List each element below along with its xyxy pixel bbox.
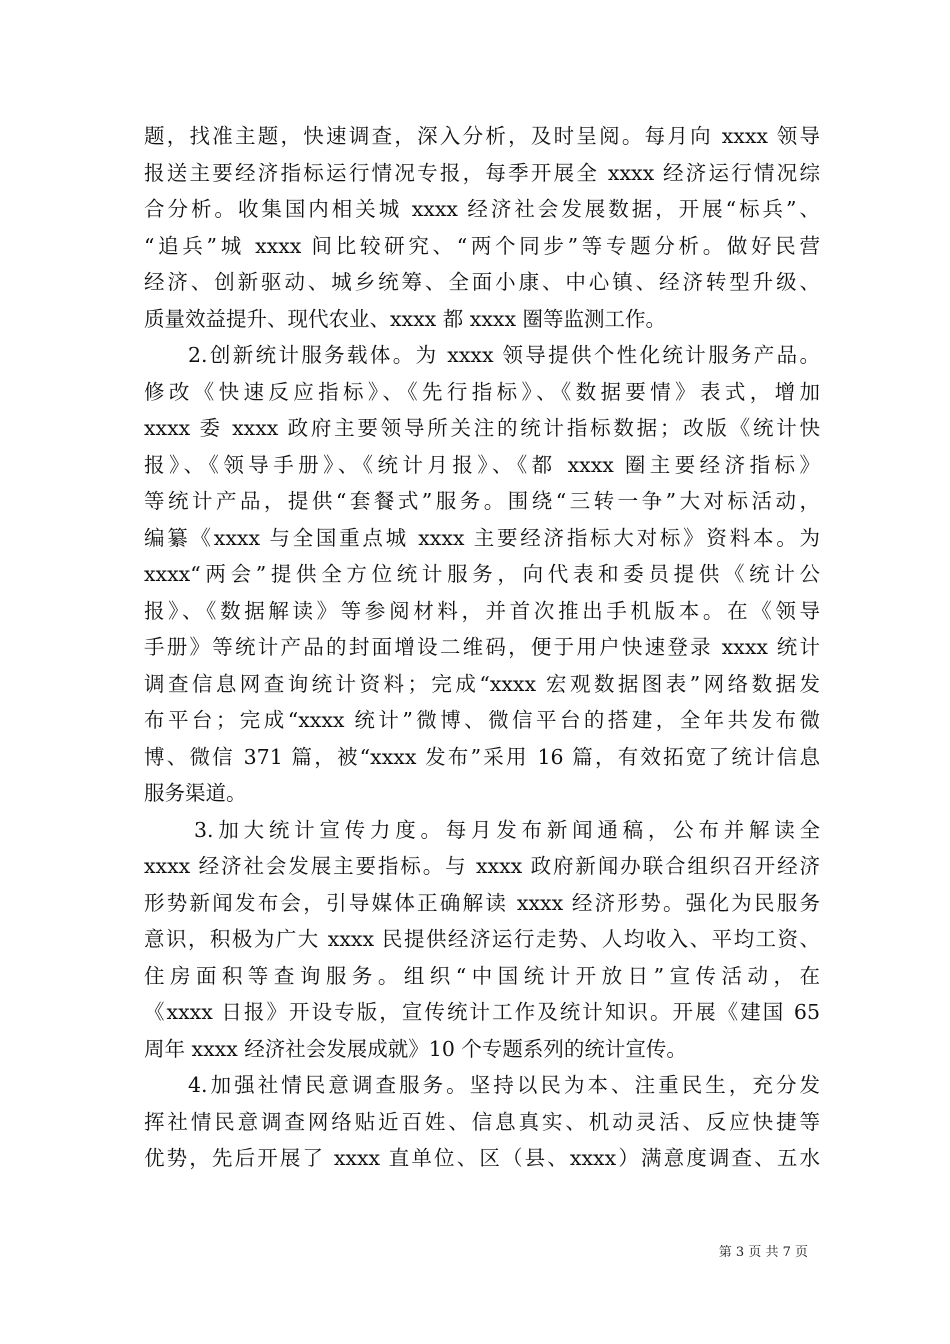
text-line: “追兵”城 xxxx 间比较研究、“两个同步”等专题分析。做好民营 — [144, 233, 820, 258]
body-text — [144, 118, 820, 1177]
text-line: 等统计产品，提供“套餐式”服务。围绕“三转一争”大对标活动， — [144, 489, 820, 513]
text-line: 周年 xxxx 经济社会发展成就》10 个专题系列的统计宣传。 — [144, 1036, 687, 1061]
text-line: 编纂《xxxx 与全国重点城 xxxx 主要经济指标大对标》资料本。为 — [144, 525, 820, 550]
text-line: 意识，积极为广大 xxxx 民提供经济运行走势、人均收入、平均工资、 — [144, 927, 820, 951]
text-line: 报》、《领导手册》、《统计月报》、《都 xxxx 圈主要经济指标》 — [144, 452, 820, 477]
text-line: 布平台；完成“xxxx 统计”微博、微信平台的搭建，全年共发布微 — [144, 708, 820, 732]
text-line: 质量效益提升、现代农业、xxxx 都 xxxx 圈等监测工作。 — [144, 306, 667, 331]
page-number-footer: 第 3 页 共 7 页 — [718, 1245, 808, 1260]
text-line: 合分析。收集国内相关城 xxxx 经济社会发展数据，开展“标兵”、 — [144, 197, 820, 221]
text-line: 报送主要经济指标运行情况专报，每季开展全 xxxx 经济运行情况综 — [144, 160, 820, 185]
text-line: 挥社情民意调查网络贴近百姓、信息真实、机动灵活、反应快捷等 — [144, 1109, 820, 1134]
paragraph-3-first-line: 3.加大统计宣传力度。每月发布新闻通稿，公布并解读全 — [194, 817, 820, 842]
text-line: 报》、《数据解读》等参阅材料，并首次推出手机版本。在《领导 — [144, 598, 820, 623]
text-line: 《xxxx 日报》开设专版，宣传统计工作及统计知识。开展《建国 65 — [144, 1000, 820, 1024]
paragraph-4-first-line: 4.加强社情民意调查服务。坚持以民为本、注重民生，充分发 — [188, 1073, 820, 1097]
paragraph-2-first-line: 2.创新统计服务载体。为 xxxx 领导提供个性化统计服务产品。 — [188, 343, 820, 367]
text-line: 形势新闻发布会，引导媒体正确解读 xxxx 经济形势。强化为民服务 — [144, 890, 820, 915]
text-line: 服务渠道。 — [144, 781, 247, 805]
text-line: 住房面积等查询服务。组织“中国统计开放日”宣传活动，在 — [144, 963, 820, 988]
text-line: 调查信息网查询统计资料；完成“xxxx 宏观数据图表”网络数据发 — [144, 671, 820, 696]
text-line: xxxx“两会”提供全方位统计服务，向代表和委员提供《统计公 — [144, 562, 820, 586]
text-line: 优势，先后开展了 xxxx 直单位、区（县、xxxx）满意度调查、五水 — [144, 1146, 820, 1170]
text-line: 手册》等统计产品的封面增设二维码，便于用户快速登录 xxxx 统计 — [144, 635, 820, 659]
text-line: 修改《快速反应指标》、《先行指标》、《数据要情》表式，增加 — [144, 379, 820, 404]
text-line: 题，找准主题，快速调查，深入分析，及时呈阅。每月向 xxxx 领导 — [144, 124, 820, 148]
text-line: xxxx 委 xxxx 政府主要领导所关注的统计指标数据；改版《统计快 — [144, 416, 820, 440]
text-line: xxxx 经济社会发展主要指标。与 xxxx 政府新闻办联合组织召开经济 — [144, 854, 820, 878]
text-line: 经济、创新驱动、城乡统筹、全面小康、中心镇、经济转型升级、 — [144, 270, 820, 294]
text-line: 博、微信 371 篇，被“xxxx 发布”采用 16 篇，有效拓宽了统计信息 — [144, 744, 820, 769]
